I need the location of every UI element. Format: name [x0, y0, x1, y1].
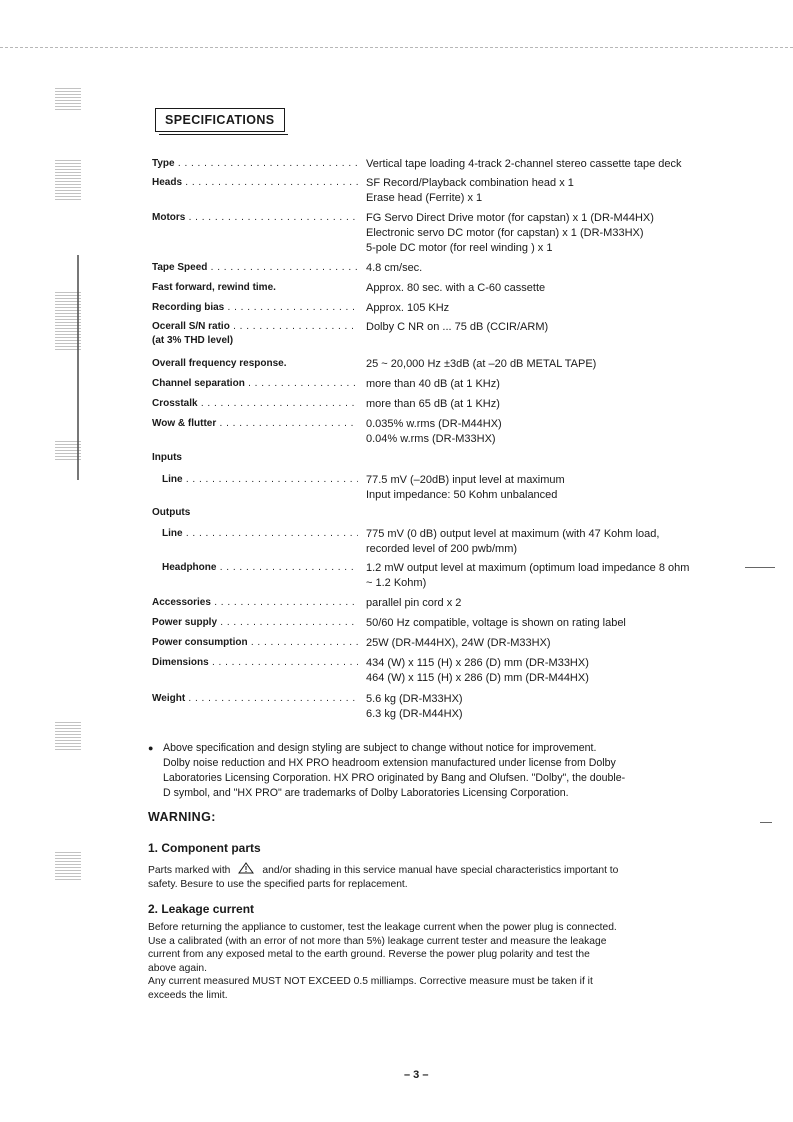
- leakage-text-line: current from any exposed metal to the earth ground. Reverse the power plug polarity and test the: [148, 949, 590, 961]
- leakage-current-title: 2. Leakage current: [148, 902, 255, 916]
- spec-value: Approx. 105 KHz: [366, 302, 450, 314]
- spec-value: more than 40 dB (at 1 KHz): [366, 378, 500, 390]
- spec-value: parallel pin cord x 2: [366, 597, 462, 609]
- spec-value: 25 ~ 20,000 Hz ±3dB (at –20 dB METAL TAPE): [366, 358, 597, 370]
- spec-value: 434 (W) x 115 (H) x 286 (D) mm (DR-M33HX) 464 (W) x 115 (H) x 286 (D) mm (DR-M44HX): [366, 657, 589, 684]
- spec-label: Motors . . .: [152, 211, 358, 225]
- bullet-icon: ●: [148, 743, 154, 753]
- spec-label-note: (at 3% THD level): [152, 335, 234, 346]
- spec-value: Vertical tape loading 4-track 2-channel stereo cassette tape deck: [366, 158, 682, 170]
- leakage-text-line: Use a calibrated (with an error of not more than 5%) leakage current tester and measure the leakage: [148, 935, 607, 947]
- spec-label: Type . . .: [152, 157, 358, 171]
- note-line: Above specification and design styling are subject to change without notice for improvement.: [163, 742, 597, 754]
- spec-label: Wow & flutter . . .: [152, 417, 358, 431]
- spec-value: SF Record/Playback combination head x 1 Erase head (Ferrite) x 1: [366, 177, 574, 204]
- spec-value: 775 mV (0 dB) output level at maximum (with 47 Kohm load, recorded level of 200 pwb/mm): [366, 528, 660, 555]
- spec-label: Heads . . .: [152, 176, 358, 190]
- spec-value: 25W (DR-M44HX), 24W (DR-M33HX): [366, 637, 551, 649]
- leakage-text-line: Before returning the appliance to customer, test the leakage current when the power plug is connected.: [148, 922, 617, 933]
- spec-label: Headphone . . .: [162, 561, 358, 575]
- spec-label: Ocerall S/N ratio . . .: [152, 320, 358, 334]
- spec-value: 0.035% w.rms (DR-M44HX) 0.04% w.rms (DR-M33HX): [366, 418, 502, 445]
- spec-label: Tape Speed . . .: [152, 261, 358, 275]
- note-line: Dolby noise reduction and HX PRO headroom extension manufactured under license from Dolby: [163, 757, 616, 769]
- component-parts-title: 1. Component parts: [148, 841, 261, 855]
- spec-label: Crosstalk . . .: [152, 397, 358, 411]
- scan-edge-line: [0, 47, 793, 48]
- spec-value: Approx. 80 sec. with a C-60 cassette: [366, 282, 546, 294]
- spec-value: 50/60 Hz compatible, voltage is shown on rating label: [366, 617, 626, 629]
- specifications-heading: SPECIFICATIONS: [155, 108, 285, 132]
- leakage-text-line: Any current measured MUST NOT EXCEED 0.5 milliamps. Corrective measure must be taken if it: [148, 976, 593, 988]
- note-line: D symbol, and "HX PRO" are trademarks of Dolby Laboratories Licensing Corporation.: [163, 787, 569, 799]
- spec-label: Line . . .: [162, 527, 358, 541]
- spec-value: FG Servo Direct Drive motor (for capstan) x 1 (DR-M44HX) Electronic servo DC motor (for capstan) x 1 (DR-M33HX) 5-pole DC motor (for reel winding ) x 1: [366, 212, 654, 254]
- spec-value: 1.2 mW output level at maximum (optimum load impedance 8 ohm ~ 1.2 Kohm): [366, 562, 690, 589]
- spec-label: Accessories . . .: [152, 596, 358, 610]
- leakage-text-line: above again.: [148, 962, 207, 974]
- page-number: – 3 –: [404, 1069, 429, 1081]
- margin-mark: [745, 567, 775, 568]
- binding-shadow: [77, 255, 79, 480]
- group-heading-outputs: Outputs: [152, 507, 191, 518]
- binding-mark: [55, 160, 81, 200]
- leakage-current-text: [148, 921, 683, 1003]
- component-text-line: safety. Besure to use the specified parts for replacement.: [148, 878, 408, 890]
- spec-label: Dimensions . . .: [152, 656, 358, 670]
- warning-triangle-icon: [238, 862, 254, 874]
- spec-label: Channel separation . . .: [152, 377, 358, 391]
- warning-heading: WARNING:: [148, 810, 216, 824]
- spec-value: 77.5 mV (–20dB) input level at maximum Input impedance: 50 Kohm unbalanced: [366, 474, 565, 501]
- spec-label: Fast forward, rewind time.: [152, 282, 276, 293]
- spec-label: Power supply . . .: [152, 616, 358, 630]
- binding-mark: [55, 88, 81, 110]
- component-text-end: and/or shading in this service manual have special characteristics important to: [262, 865, 619, 876]
- component-parts-text: [148, 862, 683, 891]
- spec-label: Overall frequency response.: [152, 358, 287, 369]
- spec-value: 5.6 kg (DR-M33HX) 6.3 kg (DR-M44HX): [366, 693, 463, 720]
- spec-label: Line . . .: [162, 473, 358, 487]
- group-heading-inputs: Inputs: [152, 452, 182, 463]
- component-text-start: Parts marked with: [148, 865, 231, 876]
- leakage-text-line: exceeds the limit.: [148, 989, 228, 1001]
- spec-value: more than 65 dB (at 1 KHz): [366, 398, 500, 410]
- spec-value: Dolby C NR on ... 75 dB (CCIR/ARM): [366, 321, 549, 333]
- margin-mark: [760, 822, 772, 823]
- spec-label: Weight . . .: [152, 692, 358, 706]
- spec-value: 4.8 cm/sec.: [366, 262, 423, 274]
- spec-label: Recording bias . . .: [152, 301, 358, 315]
- binding-mark: [55, 720, 81, 750]
- note-line: Laboratories Licensing Corporation. HX PRO originated by Bang and Olufsen. "Dolby", the double-: [163, 772, 626, 784]
- spec-label: Power consumption . . .: [152, 636, 358, 650]
- binding-mark: [55, 850, 81, 880]
